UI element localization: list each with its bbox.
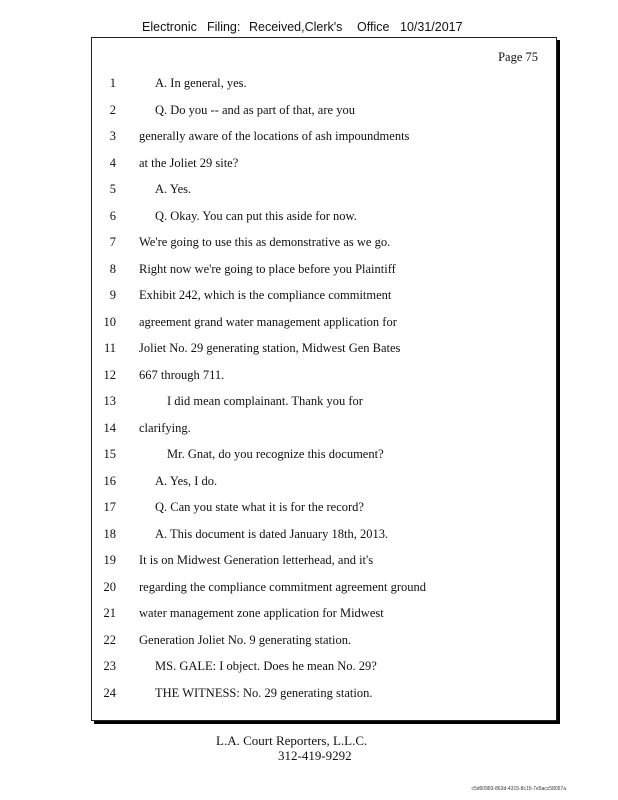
line-number: 3 [109, 129, 116, 143]
line-text: Generation Joliet No. 9 generating station. [139, 632, 352, 647]
line-text: A. This document is dated January 18th, 2013. [155, 526, 389, 541]
filing-header-office: Office [357, 20, 390, 34]
line-text: I did mean complainant. Thank you for [167, 394, 363, 408]
line-number: 23 [103, 659, 116, 673]
line-text: Q. Do you -- and as part of that, are you [155, 102, 355, 117]
line-number: 17 [103, 500, 116, 514]
line-text: Exhibit 242, which is the compliance commitment [139, 288, 392, 302]
transcript-line [92, 392, 556, 419]
transcript-line [92, 551, 556, 578]
line-text: A. Yes, I do. [155, 473, 218, 488]
line-text: It is on Midwest Generation letterhead, and it's [139, 553, 374, 567]
line-number: 4 [109, 155, 116, 170]
transcript-line [92, 419, 556, 446]
line-number: 21 [103, 606, 116, 620]
filing-header-date: 10/31/2017 [400, 20, 463, 34]
line-text: Q. Can you state what it is for the record? [155, 500, 364, 514]
line-number: 8 [109, 261, 116, 276]
transcript-body [92, 74, 556, 710]
transcript-line [92, 313, 556, 340]
line-number: 15 [103, 447, 116, 461]
line-text: Q. Okay. You can put this aside for now. [155, 208, 357, 223]
transcript-line [92, 233, 556, 260]
transcript-line [92, 260, 556, 287]
line-text: We're going to use this as demonstrative as we go. [139, 235, 391, 249]
line-number: 22 [103, 632, 116, 647]
document-id: c5d60983-863d-4315-8c15-7e5acc58057a [471, 786, 566, 792]
line-text: THE WITNESS: No. 29 generating station. [155, 685, 373, 700]
line-number: 20 [103, 579, 116, 594]
transcript-line [92, 180, 556, 207]
transcript-page [91, 37, 557, 721]
line-text: water management zone application for Midwest [139, 606, 384, 620]
line-text: A. Yes. [155, 182, 192, 196]
line-number: 2 [109, 102, 116, 117]
line-number: 5 [109, 182, 116, 196]
line-text: regarding the compliance commitment agreement ground [139, 579, 427, 594]
line-number: 9 [109, 288, 116, 302]
filing-header-received: Received,Clerk's [249, 20, 343, 34]
line-number: 19 [103, 553, 116, 567]
line-number: 13 [103, 394, 116, 408]
transcript-line [92, 578, 556, 605]
line-number: 11 [103, 341, 116, 355]
transcript-line [92, 445, 556, 472]
transcript-line [92, 207, 556, 234]
line-number: 7 [109, 235, 116, 249]
line-text: agreement grand water management application for [139, 314, 397, 329]
transcript-line [92, 498, 556, 525]
line-number: 16 [103, 473, 116, 488]
transcript-line [92, 339, 556, 366]
filing-header-filing: Filing: [207, 20, 241, 34]
transcript-line [92, 154, 556, 181]
line-number: 18 [103, 526, 116, 541]
page-number: Page 75 [498, 50, 538, 64]
transcript-line [92, 101, 556, 128]
transcript-line [92, 631, 556, 658]
transcript-line [92, 525, 556, 552]
footer-phone: 312-419-9292 [278, 748, 352, 763]
line-text: Right now we're going to place before you Plaintiff [139, 261, 396, 276]
line-text: 667 through 711. [139, 367, 225, 382]
line-text: A. In general, yes. [155, 76, 247, 90]
line-number: 24 [103, 685, 116, 700]
line-text: Joliet No. 29 generating station, Midwest Gen Bates [139, 341, 401, 355]
transcript-line [92, 74, 556, 101]
transcript-line [92, 684, 556, 711]
transcript-line [92, 286, 556, 313]
filing-header-electronic: Electronic [142, 20, 197, 34]
transcript-line [92, 472, 556, 499]
line-number: 6 [109, 208, 116, 223]
line-text: at the Joliet 29 site? [139, 155, 239, 170]
transcript-line [92, 657, 556, 684]
line-number: 14 [103, 420, 116, 435]
transcript-line [92, 366, 556, 393]
line-text: generally aware of the locations of ash impoundments [139, 129, 410, 143]
line-text: MS. GALE: I object. Does he mean No. 29? [155, 659, 377, 673]
transcript-line [92, 604, 556, 631]
line-number: 1 [109, 76, 116, 90]
line-text: clarifying. [139, 420, 191, 435]
line-number: 10 [103, 314, 116, 329]
transcript-line [92, 127, 556, 154]
line-text: Mr. Gnat, do you recognize this document? [167, 447, 384, 461]
line-number: 12 [103, 367, 116, 382]
footer-company: L.A. Court Reporters, L.L.C. [216, 733, 368, 748]
